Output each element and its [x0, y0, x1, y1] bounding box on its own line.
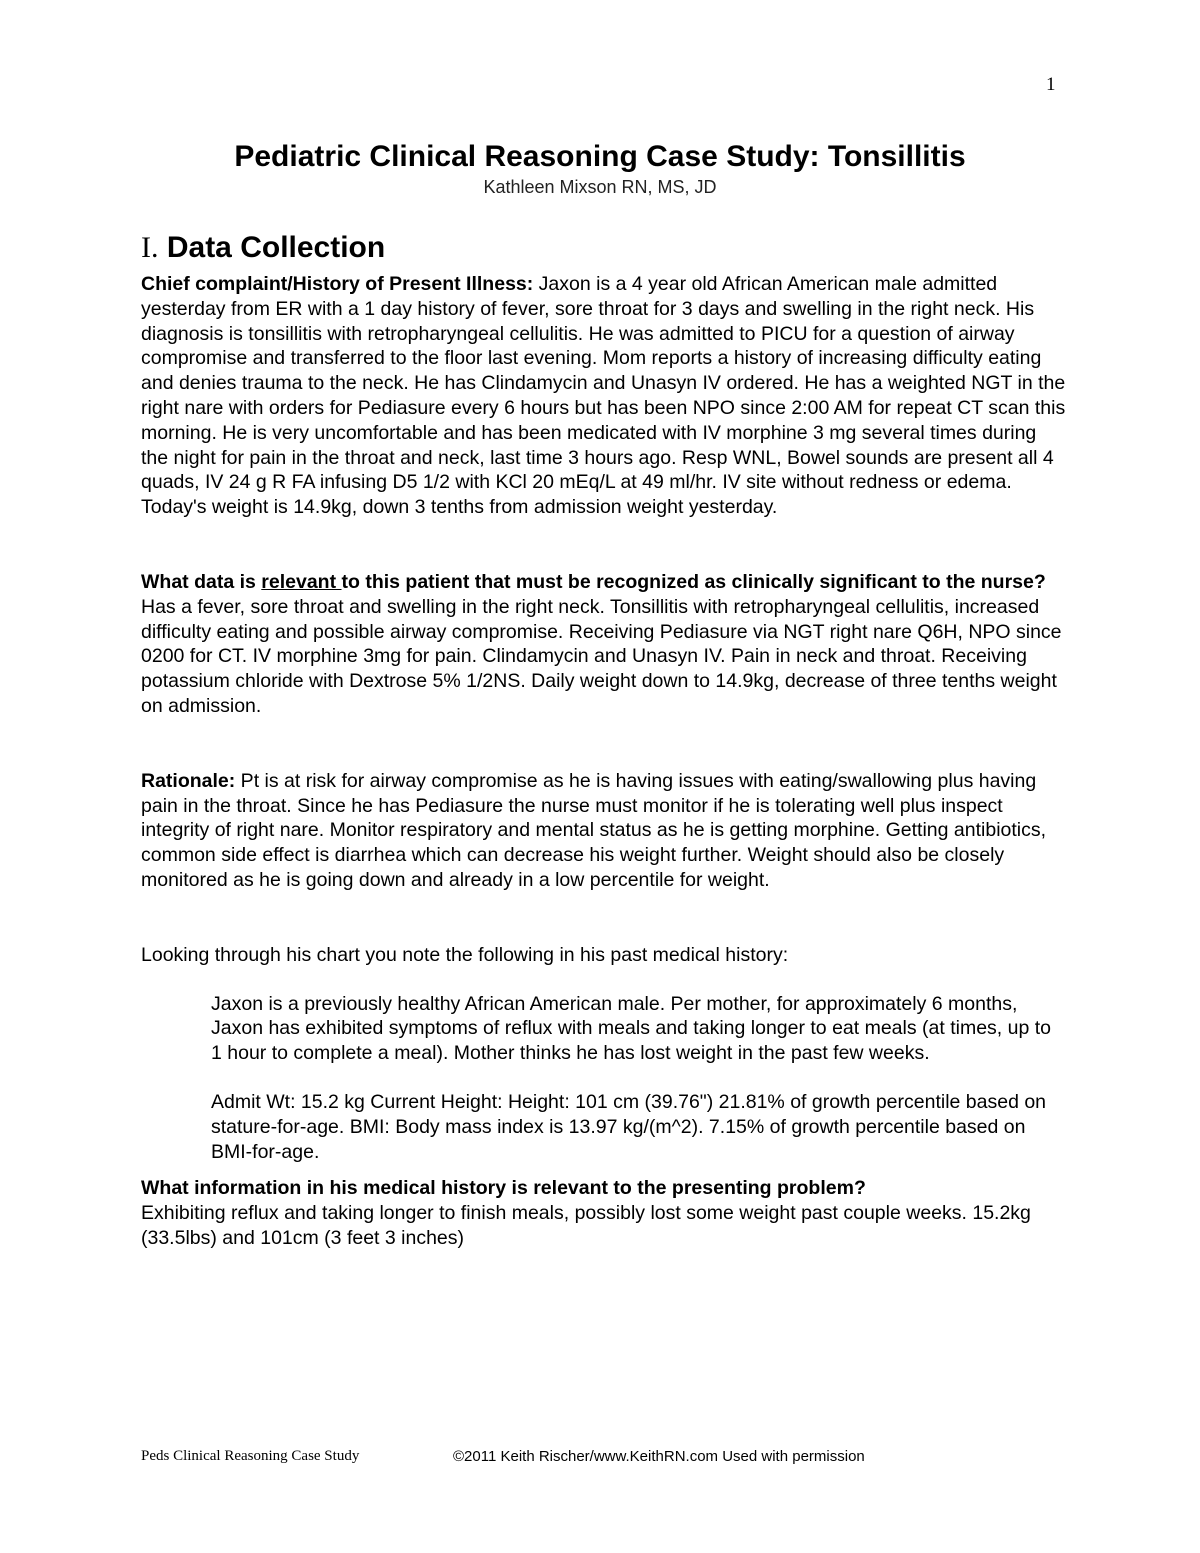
medical-history-answer: Exhibiting reflux and taking longer to finish meals, possibly lost some weight past couple weeks. 15.2kg (33.5lbs) and 101cm (3 feet 3 inches): [141, 1202, 1031, 1249]
history-paragraph-2: Admit Wt: 15.2 kg Current Height: Height: 101 cm (39.76") 21.81% of growth percentile based on stature-for-age. BMI: Body mass index is 13.97 kg/(m^2). 7.15% of growth percentile based on BMI-for-age.: [211, 1090, 1047, 1163]
rationale-text: Pt is at risk for airway compromise as he is having issues with eating/swallowing plus having pain in the throat. Since he has Pediasure the nurse must monitor if he is tolerating well plus inspect integrity of right nare. Monitor respiratory and mental status as he is getting morphine. Getting antibiotics, common side effect is diarrhea which can decrease his weight further. Weight should also be closely monitored as he is going down and already in a low percentile for weight.: [141, 769, 1047, 891]
medical-history-question: What information in his medical history is relevant to the presenting problem?: [141, 1177, 866, 1200]
document-title: Pediatric Clinical Reasoning Case Study: Tonsillitis: [234, 140, 966, 173]
history-paragraph-1: Jaxon is a previously healthy African American male. Per mother, for approximately 6 months, Jaxon has exhibited symptoms of reflux with meals and taking longer to eat meals (at times, up to 1 hour to complete a meal). Mother thinks he has lost weight in the past few weeks.: [211, 992, 1051, 1065]
section-heading: [141, 228, 1066, 268]
rationale-paragraph: [141, 769, 1066, 893]
section-number: I.: [141, 231, 159, 264]
document-author: Kathleen Mixson RN, MS, JD: [483, 177, 717, 197]
relevant-data-answer: Has a fever, sore throat and swelling in the right neck. Tonsillitis with retropharyngeal cellulitis, increased difficulty eating and possible airway compromise. Receiving Pediasure via NGT right nare Q6H, NPO since 0200 for CT. IV morphine 3mg for pain. Clindamycin and Unasyn IV. Pain in neck and throat. Receiving potassium chloride with Dextrose 5% 1/2NS. Daily weight down to 14.9kg, decrease of three tenths weight on admission.: [141, 595, 1062, 717]
chief-complaint-paragraph: [141, 272, 1066, 520]
chief-complaint-label: Chief complaint/History of Present Illness:: [141, 273, 534, 295]
document-body: [141, 228, 1066, 1251]
footer-right: ©2011 Keith Rischer/www.KeithRN.com Used with permission: [453, 1448, 865, 1465]
relevant-data-question-part2: to this patient that must be recognized as clinically significant to the nurse?: [341, 570, 1046, 593]
rationale-label: Rationale:: [141, 769, 236, 792]
page-number: 1: [1046, 74, 1056, 95]
relevant-data-question-part1: What data is: [141, 570, 262, 593]
history-intro: Looking through his chart you note the following in his past medical history:: [141, 943, 789, 966]
relevant-data-question-underlined: relevant: [261, 570, 342, 593]
relevant-data-paragraph: [141, 570, 1066, 719]
chief-complaint-text: Jaxon is a 4 year old African American male admitted yesterday from ER with a 1 day history of fever, sore throat for 3 days and swelling in the right neck. His diagnosis is tonsillitis with retropharyngeal cellulitis. He was admitted to PICU for a question of airway compromise and transferred to the floor last evening. Mom reports a history of increasing difficulty eating and denies trauma to the neck. He has Clindamycin and Unasyn IV ordered. He has a weighted NGT in the right nare with orders for Pediasure every 6 hours but has been NPO since 2:00 AM for repeat CT scan this morning. He is very uncomfortable and has been medicated with IV morphine 3 mg several times during the night for pain in the throat and neck, last time 3 hours ago. Resp WNL, Bowel sounds are present all 4 quads, IV 24 g R FA infusing D5 1/2 with KCl 20 mEq/L at 49 ml/hr. IV site without redness or edema. Today's weight is 14.9kg, down 3 tenths from admission weight yesterday.: [141, 273, 1066, 519]
section-title: Data Collection: [166, 231, 386, 264]
footer-left: Peds Clinical Reasoning Case Study: [141, 1448, 360, 1464]
